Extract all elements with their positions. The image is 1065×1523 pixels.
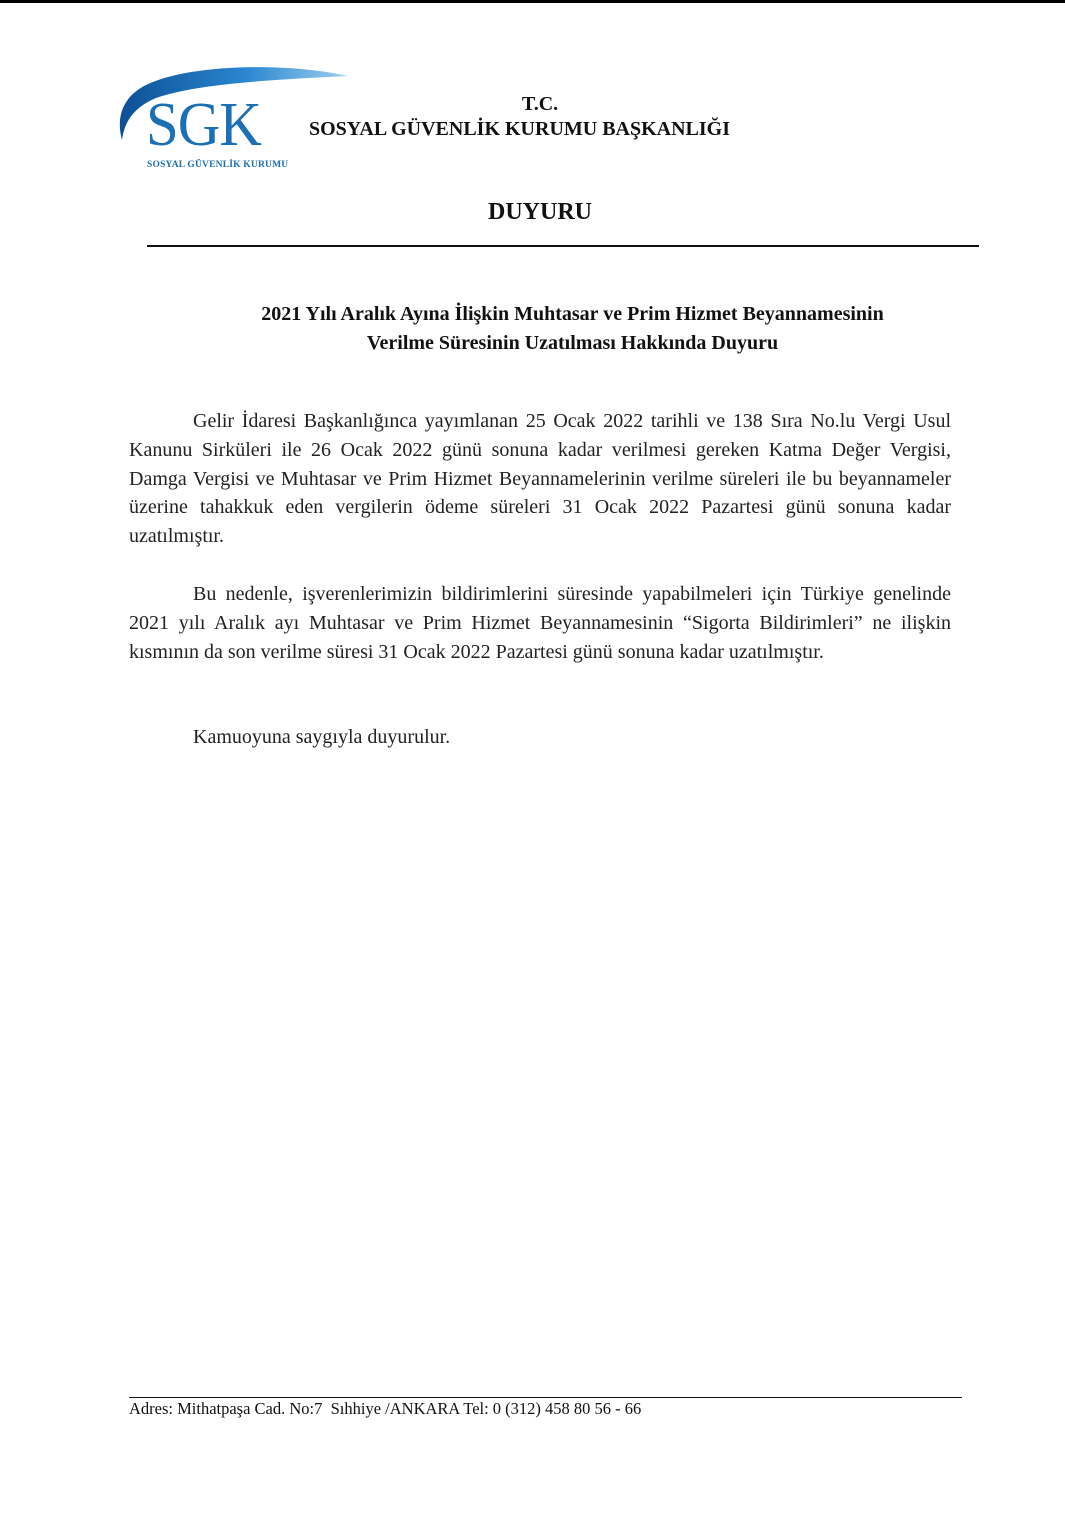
body-paragraph-1: Gelir İdaresi Başkanlığınca yayımlanan 25 Ocak 2022 tarihli ve 138 Sıra No.lu Vergi Usul Kanunu Sirküleri ile 26 Ocak 2022 günü sonuna kadar verilmesi gereken Katma Değer Vergisi, Damga Vergisi ve Muhtasar ve Prim Hizmet Beyannamelerinin verilme süreleri ile bu beyannameler üzerine tahakkuk eden vergilerin ödeme süreleri 31 Ocak 2022 Pazartesi günü sonuna kadar uzatılmıştır.: [129, 410, 951, 547]
document-title: DUYURU: [488, 199, 592, 225]
closing-line: Kamuoyuna saygıyla duyurulur.: [193, 726, 451, 748]
title-divider: [147, 245, 979, 247]
subject-line-2: Verilme Süresinin Uzatılması Hakkında Duyuru: [366, 332, 779, 354]
header-organization: SOSYAL GÜVENLİK KURUMU BAŞKANLIĞI: [309, 118, 731, 140]
logo-text: SGK: [146, 91, 261, 159]
logo-subtitle: SOSYAL GÜVENLİK KURUMU: [147, 160, 289, 170]
subject-line-1: 2021 Yılı Aralık Ayına İlişkin Muhtasar ve Prim Hizmet Beyannamesinin: [261, 303, 884, 325]
header-tc: T.C.: [521, 93, 559, 115]
page-top-border: [0, 0, 1065, 3]
footer-address: Adres: Mithatpaşa Cad. No:7 Sıhhiye /ANKARA Tel: 0 (312) 458 80 56 - 66: [129, 1399, 642, 1418]
footer-divider: [129, 1397, 962, 1398]
subject-heading: [150, 300, 995, 358]
body-paragraph-2: Bu nedenle, işverenlerimizin bildirimlerini süresinde yapabilmeleri için Türkiye genelinde 2021 yılı Aralık ayı Muhtasar ve Prim Hizmet Beyannamesinin “Sigorta Bildirimleri” ne ilişkin kısmının da son verilme süresi 31 Ocak 2022 Pazartesi günü sonuna kadar uzatılmıştır.: [129, 583, 951, 663]
